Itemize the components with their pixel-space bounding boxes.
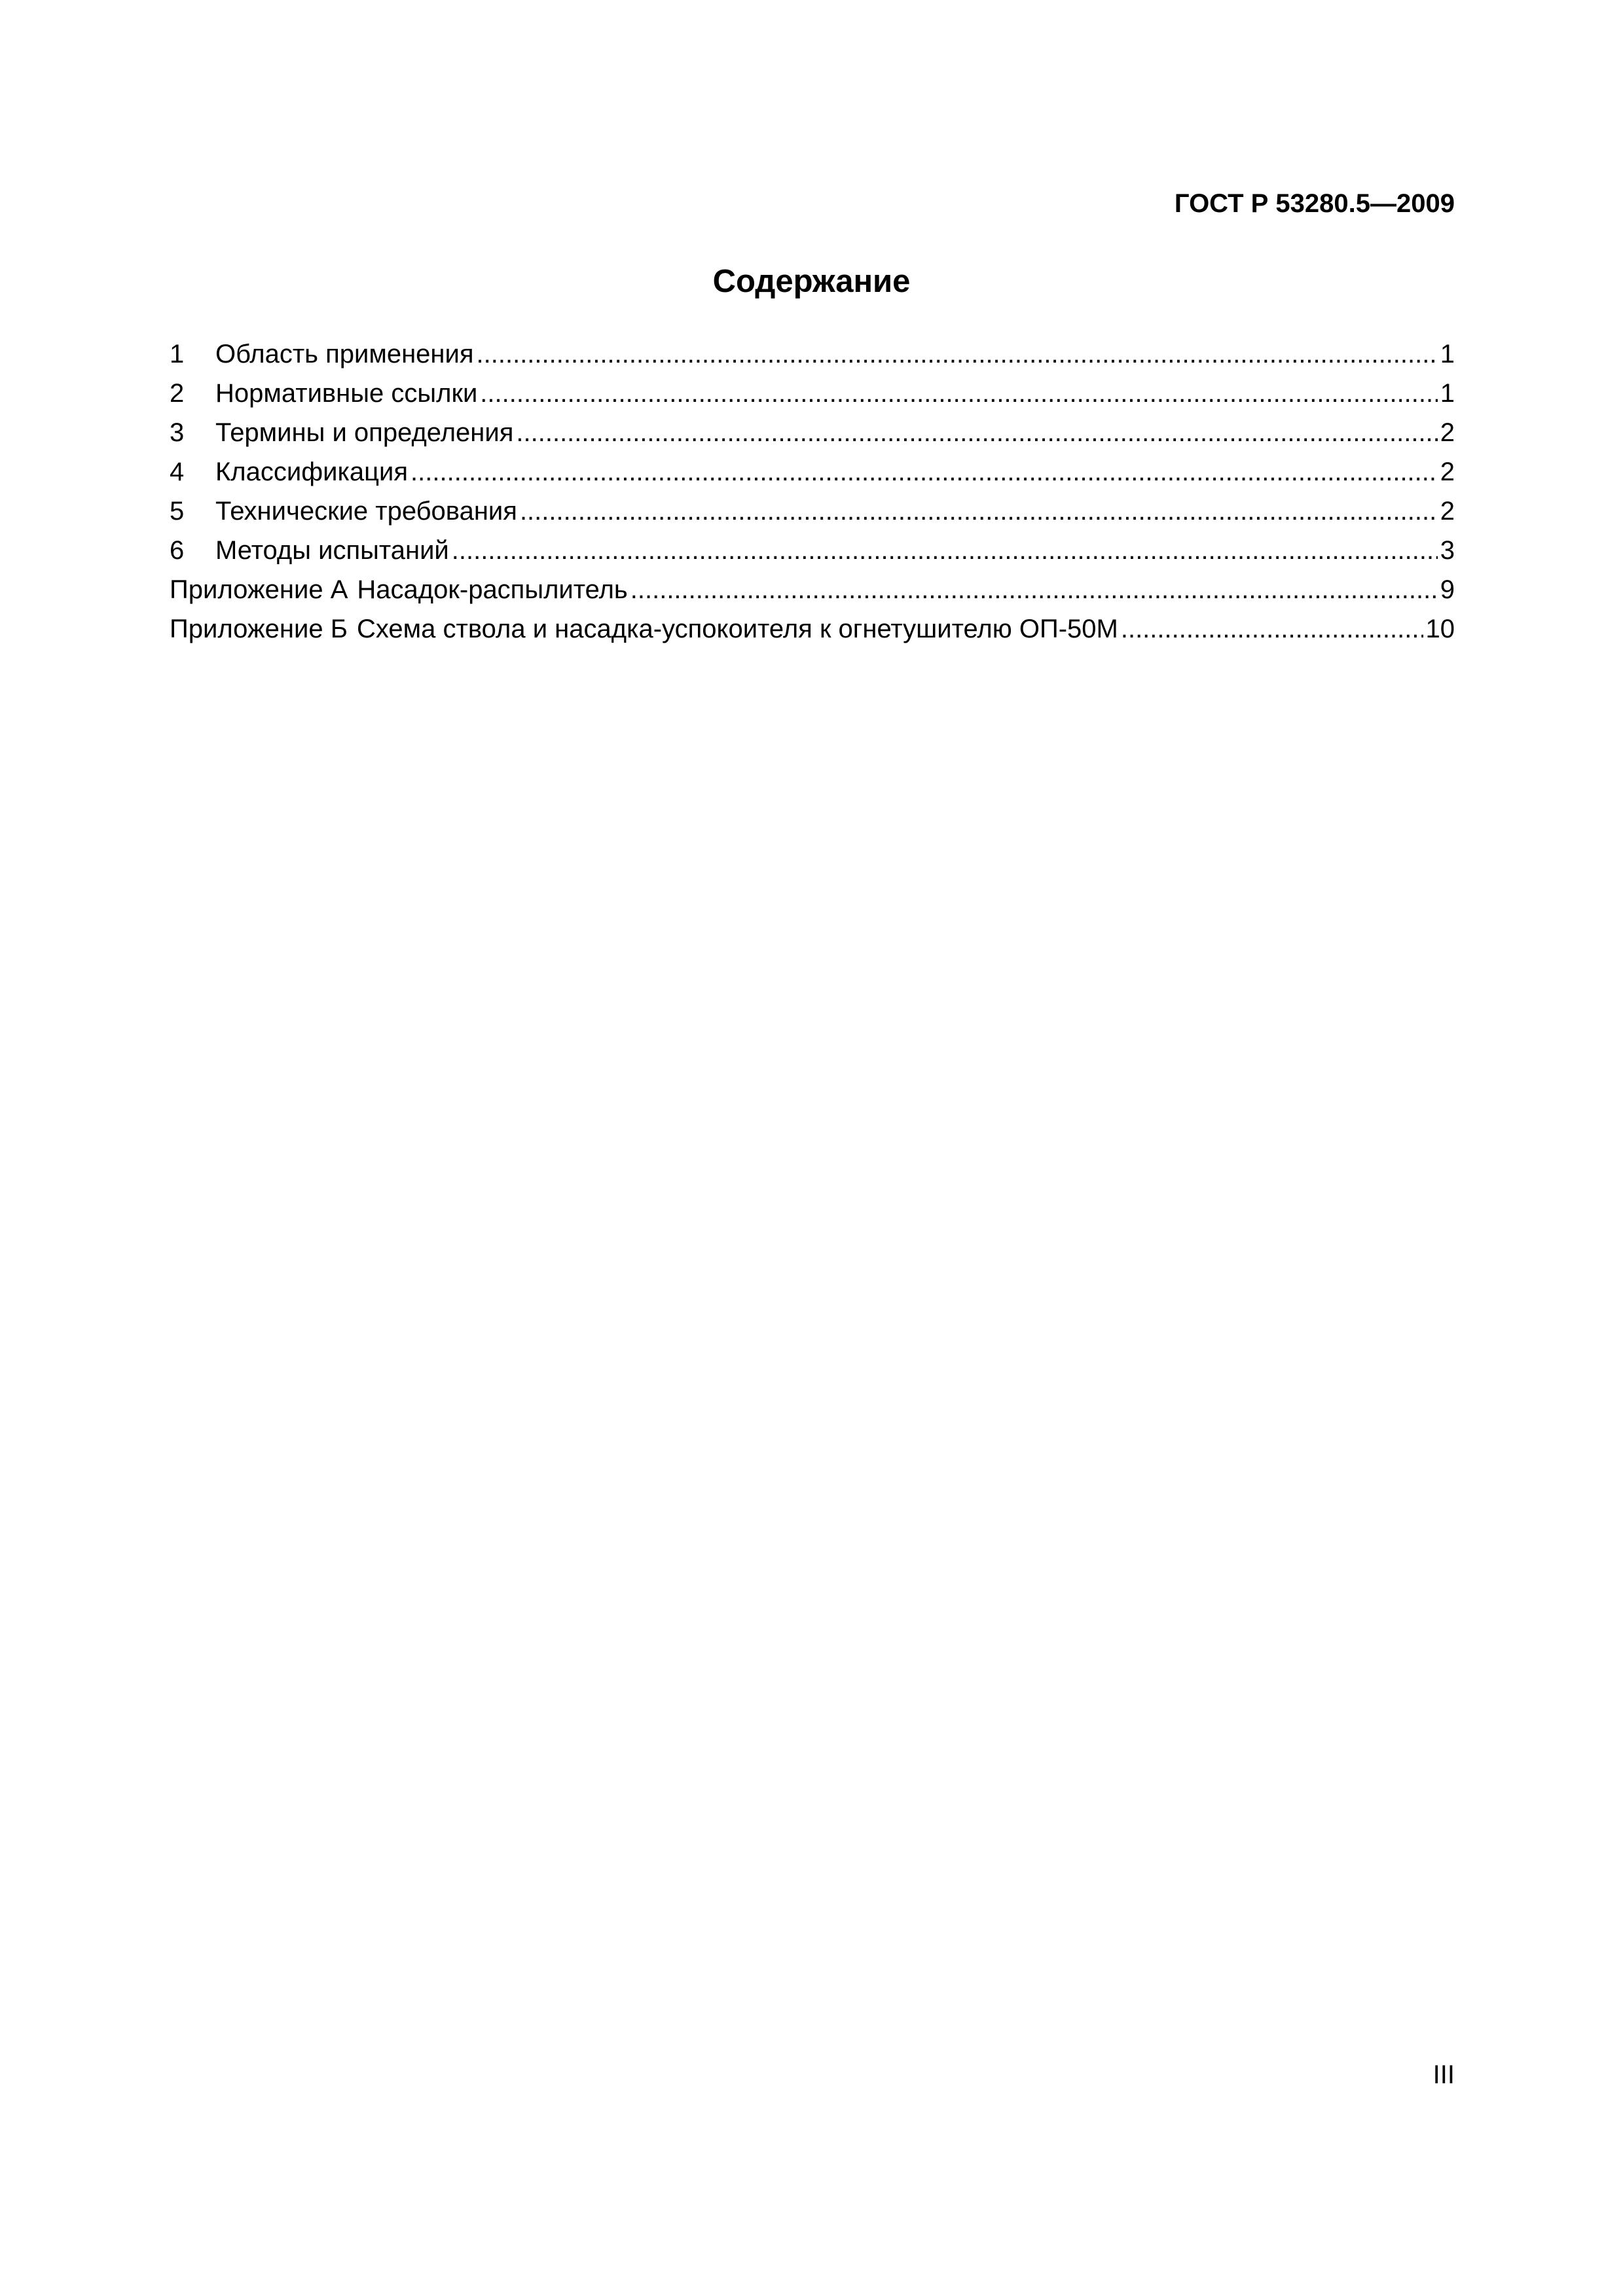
toc-entry-page: 1 <box>1440 379 1455 408</box>
toc-appendix-b[interactable] <box>170 609 1455 649</box>
toc-entry-1[interactable] <box>170 334 1455 374</box>
toc-entry-page: 3 <box>1440 536 1455 565</box>
toc-entry-5[interactable] <box>170 492 1455 531</box>
toc-entry-6[interactable] <box>170 531 1455 570</box>
toc-appendix-prefix: Приложение Б <box>170 615 348 643</box>
toc-entry-number: 6 <box>170 536 185 565</box>
toc-leader-dots <box>630 570 1438 609</box>
toc-leader-dots <box>520 492 1438 531</box>
toc-appendix-prefix: Приложение А <box>170 575 348 604</box>
document-code: ГОСТ Р 53280.5—2009 <box>1174 189 1455 218</box>
toc-entry-label: Термины и определения <box>215 418 514 447</box>
toc-appendix-label <box>170 570 630 609</box>
toc-entry-page: 9 <box>1440 575 1455 604</box>
table-of-contents <box>170 334 1455 649</box>
toc-appendix-title: Схема ствола и насадка-успокоителя к огнетушителю ОП-50М <box>356 615 1118 643</box>
toc-appendix-label <box>170 609 1121 649</box>
toc-entry-page: 2 <box>1440 497 1455 526</box>
toc-entry-page: 1 <box>1440 340 1455 368</box>
toc-entry-label: Технические требования <box>215 497 517 526</box>
toc-appendix-title: Насадок-распылитель <box>357 575 628 604</box>
toc-leader-dots <box>452 531 1438 570</box>
toc-entry-label: Классификация <box>215 457 409 486</box>
toc-entry-page: 10 <box>1425 615 1455 643</box>
toc-entry-4[interactable] <box>170 452 1455 492</box>
page-number: III <box>1432 2060 1455 2089</box>
toc-leader-dots <box>480 374 1437 413</box>
toc-leader-dots <box>516 413 1437 452</box>
toc-entry-number: 1 <box>170 340 185 368</box>
toc-appendix-a[interactable] <box>170 570 1455 609</box>
toc-entry-number: 5 <box>170 497 185 526</box>
toc-entry-page: 2 <box>1440 457 1455 486</box>
toc-title: Содержание <box>712 264 911 299</box>
toc-entry-number: 2 <box>170 379 185 408</box>
toc-leader-dots <box>477 334 1438 374</box>
toc-entry-number: 3 <box>170 418 185 447</box>
toc-entry-label: Методы испытаний <box>215 536 449 565</box>
toc-entry-label: Область применения <box>215 340 474 368</box>
toc-entry-2[interactable] <box>170 374 1455 413</box>
toc-entry-3[interactable] <box>170 413 1455 452</box>
toc-entry-label: Нормативные ссылки <box>215 379 478 408</box>
toc-leader-dots <box>1121 609 1423 649</box>
toc-entry-number: 4 <box>170 457 185 486</box>
toc-entry-page: 2 <box>1440 418 1455 447</box>
toc-leader-dots <box>410 452 1438 492</box>
